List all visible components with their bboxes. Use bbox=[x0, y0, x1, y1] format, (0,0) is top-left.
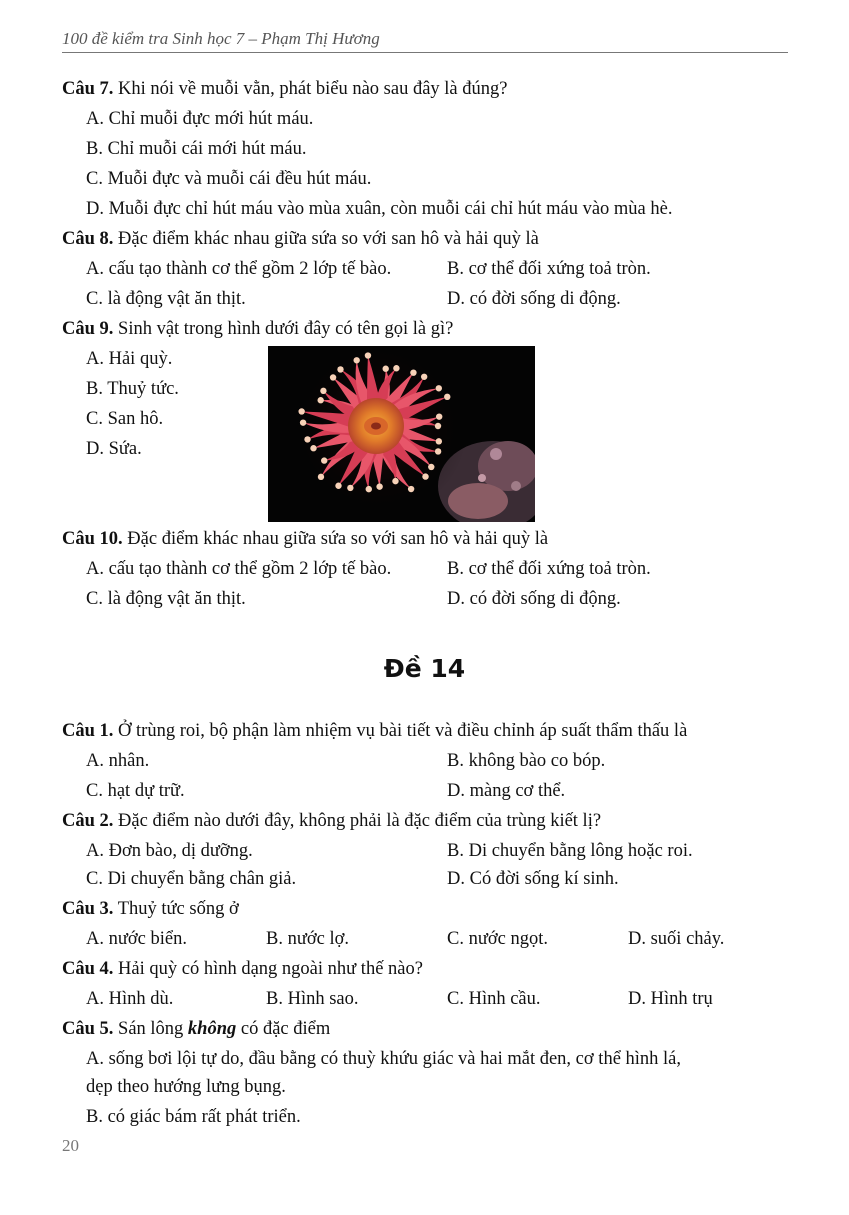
option-d: D. Hình trụ bbox=[628, 989, 713, 1009]
sea-anemone-photo bbox=[268, 346, 535, 522]
question-number: Câu 9. bbox=[62, 319, 114, 339]
option-c: C. nước ngọt. bbox=[447, 929, 549, 949]
option-a: A. sống bơi lội tự do, đầu bằng có thuỳ khứu giác và hai mắt đen, cơ thể hình lá, bbox=[86, 1049, 682, 1069]
question-text: Hải quỳ có hình dạng ngoài như thế nào? bbox=[118, 959, 423, 979]
option-c: C. Hình cầu. bbox=[447, 989, 541, 1009]
option-c: C. Muỗi đực và muỗi cái đều hút máu. bbox=[86, 169, 372, 189]
option-c: C. hạt dự trữ. bbox=[86, 781, 185, 801]
section-title: Đề 14 bbox=[383, 654, 466, 683]
question-8 bbox=[62, 227, 539, 251]
question-text: Đặc điểm khác nhau giữa sứa so với san hô và hải quỳ là bbox=[127, 529, 549, 549]
option-b: B. cơ thể đối xứng toả tròn. bbox=[447, 559, 651, 579]
option-b: B. cơ thể đối xứng toả tròn. bbox=[447, 259, 651, 279]
question-text: Đặc điểm nào dưới đây, không phải là đặc điểm của trùng kiết lị? bbox=[118, 811, 602, 831]
question-5 bbox=[62, 1017, 330, 1041]
option-a: A. Chỉ muỗi đực mới hút máu. bbox=[86, 109, 314, 129]
question-number: Câu 5. bbox=[62, 1019, 114, 1039]
option-a: A. Hình dù. bbox=[86, 989, 174, 1009]
option-c: C. là động vật ăn thịt. bbox=[86, 289, 246, 309]
question-2 bbox=[62, 809, 601, 833]
option-b: B. Chỉ muỗi cái mới hút máu. bbox=[86, 139, 307, 159]
option-d: D. có đời sống di động. bbox=[447, 289, 621, 309]
question-text: có đặc điểm bbox=[240, 1019, 331, 1039]
question-number: Câu 1. bbox=[62, 721, 114, 741]
question-text: Thuỷ tức sống ở bbox=[117, 899, 239, 919]
option-b: B. Hình sao. bbox=[266, 989, 359, 1009]
option-d: D. Có đời sống kí sinh. bbox=[447, 869, 619, 889]
option-a-continued: dẹp theo hướng lưng bụng. bbox=[86, 1077, 286, 1097]
option-b: B. không bào co bóp. bbox=[447, 751, 606, 771]
option-c: C. là động vật ăn thịt. bbox=[86, 589, 246, 609]
running-header: 100 đề kiểm tra Sinh học 7 – Phạm Thị Hương bbox=[62, 28, 788, 53]
option-d: D. Muỗi đực chỉ hút máu vào mùa xuân, còn muỗi cái chỉ hút máu vào mùa hè. bbox=[86, 199, 673, 219]
question-number: Câu 3. bbox=[62, 899, 114, 919]
option-b: B. có giác bám rất phát triển. bbox=[86, 1107, 301, 1127]
option-a: A. cấu tạo thành cơ thể gồm 2 lớp tế bào. bbox=[86, 259, 392, 279]
question-text: Khi nói về muỗi vằn, phát biểu nào sau đây là đúng? bbox=[118, 79, 508, 99]
option-b: B. Thuỷ tức. bbox=[86, 379, 179, 399]
question-3 bbox=[62, 897, 239, 921]
option-a: A. Đơn bào, dị dưỡng. bbox=[86, 841, 253, 861]
option-d: D. có đời sống di động. bbox=[447, 589, 621, 609]
question-text: Ở trùng roi, bộ phận làm nhiệm vụ bài tiết và điều chỉnh áp suất thẩm thấu là bbox=[118, 721, 688, 741]
question-text: Sinh vật trong hình dưới đây có tên gọi là gì? bbox=[118, 319, 454, 339]
option-a: A. nước biển. bbox=[86, 929, 187, 949]
question-number: Câu 7. bbox=[62, 79, 114, 99]
question-10 bbox=[62, 527, 548, 551]
question-number: Câu 8. bbox=[62, 229, 114, 249]
question-number: Câu 4. bbox=[62, 959, 114, 979]
question-text: Đặc điểm khác nhau giữa sứa so với san hô và hải quỳ là bbox=[118, 229, 539, 249]
question-9 bbox=[62, 317, 453, 341]
option-a: A. Hải quỳ. bbox=[86, 349, 173, 369]
page-number: 20 bbox=[62, 1136, 79, 1155]
question-4 bbox=[62, 957, 423, 981]
option-d: D. màng cơ thể. bbox=[447, 781, 566, 801]
option-d: D. Sứa. bbox=[86, 439, 142, 459]
question-number: Câu 10. bbox=[62, 529, 123, 549]
question-1 bbox=[62, 719, 687, 743]
option-b: B. nước lợ. bbox=[266, 929, 350, 949]
option-a: A. nhân. bbox=[86, 751, 150, 771]
question-text: Sán lông bbox=[118, 1019, 184, 1039]
option-d: D. suối chảy. bbox=[628, 929, 725, 949]
option-a: A. cấu tạo thành cơ thể gồm 2 lớp tế bào. bbox=[86, 559, 392, 579]
option-c: C. Di chuyển bằng chân giả. bbox=[86, 869, 297, 889]
option-b: B. Di chuyển bằng lông hoặc roi. bbox=[447, 841, 693, 861]
emphasis-word: không bbox=[187, 1019, 237, 1039]
question-number: Câu 2. bbox=[62, 811, 114, 831]
option-c: C. San hô. bbox=[86, 409, 164, 429]
question-7 bbox=[62, 77, 507, 101]
